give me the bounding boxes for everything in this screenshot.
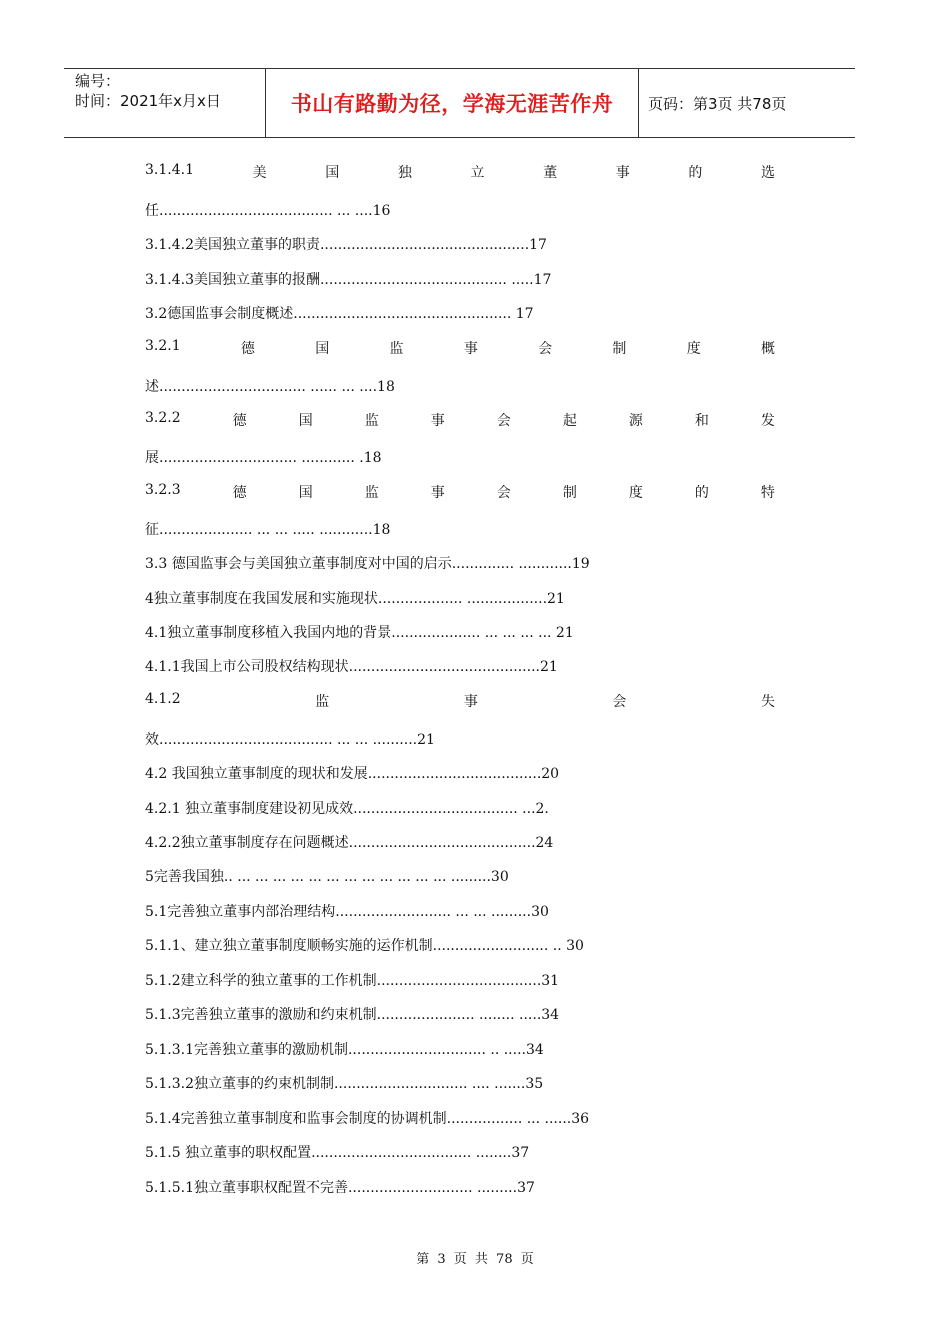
- toc-entry-word: 3.1.4.1: [145, 162, 194, 178]
- toc-entry: 4.2.1 独立董事制度建设初见成效..................................... ...2.: [145, 801, 549, 817]
- toc-entry-word: 的: [694, 485, 709, 501]
- toc-entry: [145, 691, 775, 711]
- toc-entry-word: 监: [315, 694, 330, 710]
- toc-entry-word: 监: [364, 485, 379, 501]
- toc-entry: 3.1.4.2美国独立董事的职责...............................................17: [145, 237, 547, 253]
- toc-entry-word: 国: [315, 341, 330, 357]
- toc-entry-word: 国: [325, 165, 340, 181]
- toc-entry-word: 事: [463, 341, 478, 357]
- toc-entry: [145, 482, 775, 502]
- toc-entry: 4.1独立董事制度移植入我国内地的背景.................... ... ... ... ... 21: [145, 625, 574, 641]
- toc-entry: 5完善我国独.. ... ... ... ... ... ... ... ... ... ... ... ... .........30: [145, 869, 509, 885]
- toc-entry: [145, 338, 775, 358]
- toc-entry-word: 发: [760, 413, 775, 429]
- toc-entry-word: 3.2.3: [145, 482, 181, 498]
- toc-entry: 5.1.1、建立独立董事制度顺畅实施的运作机制.......................... .. 30: [145, 938, 584, 954]
- toc-entry: 3.1.4.3美国独立董事的报酬.......................................... .....17: [145, 272, 552, 288]
- toc-entry: 5.1.4完善独立董事制度和监事会制度的协调机制................. ... ......36: [145, 1111, 590, 1127]
- toc-entry-word: 源: [628, 413, 643, 429]
- toc-entry-word: 会: [496, 485, 511, 501]
- toc-entry: 4独立董事制度在我国发展和实施现状................... ..................21: [145, 591, 565, 607]
- toc-entry-word: 立: [470, 165, 485, 181]
- page-footer: 第 3 页 共 78 页: [416, 1252, 534, 1267]
- doc-time-label: 时间：2021年x月x日: [75, 92, 221, 110]
- toc-entry: [145, 162, 775, 182]
- toc-entry-word: 起: [562, 413, 577, 429]
- toc-entry: 征..................... ... ... ..... ............18: [145, 522, 391, 538]
- header-page-label: 页码：第3页 共78页: [648, 94, 787, 113]
- header-motto: 书山有路勤为径，学海无涯苦作舟: [266, 69, 639, 137]
- toc-entry-word: 会: [538, 341, 553, 357]
- toc-entry-word: 会: [612, 694, 627, 710]
- toc-entry-word: 选: [760, 165, 775, 181]
- toc-entry-word: 会: [496, 413, 511, 429]
- toc-entry-word: 失: [761, 694, 775, 710]
- doc-code-label: 编号：: [75, 72, 121, 90]
- toc-entry-word: 监: [364, 413, 379, 429]
- toc-entry: 5.1.5 独立董事的职权配置.................................... ........37: [145, 1145, 530, 1161]
- toc-entry-word: 德: [232, 485, 247, 501]
- toc-entry: 3.2德国监事会制度概述................................................. 17: [145, 306, 534, 322]
- toc-entry-word: 国: [298, 413, 313, 429]
- toc-entry-word: 事: [615, 165, 630, 181]
- toc-entry: 展............................... ............ .18: [145, 450, 382, 466]
- toc-entry-word: 德: [240, 341, 255, 357]
- toc-entry-word: 制: [562, 485, 577, 501]
- page-header: [64, 68, 855, 138]
- toc-entry: 5.1.3.1完善独立董事的激励机制............................... .. .....34: [145, 1042, 544, 1058]
- toc-entry-word: 德: [232, 413, 247, 429]
- toc-entry: 4.2.2独立董事制度存在问题概述..........................................24: [145, 835, 554, 851]
- toc-entry: 5.1.5.1独立董事职权配置不完善............................ .........37: [145, 1180, 535, 1196]
- toc-entry: 述................................. ...... ... ....18: [145, 379, 395, 395]
- toc-entry: 4.2 我国独立董事制度的现状和发展.......................................20: [145, 766, 560, 782]
- toc-entry-word: 3.2.1: [145, 338, 181, 354]
- toc-entry-word: 3.2.2: [145, 410, 181, 426]
- toc-entry-word: 特: [760, 485, 775, 501]
- toc-entry: 5.1.3.2独立董事的约束机制制.............................. .... .......35: [145, 1076, 544, 1092]
- toc-entry: [145, 410, 775, 430]
- toc-entry-word: 度: [628, 485, 643, 501]
- toc-entry: 效....................................... ... ... ..........21: [145, 732, 435, 748]
- toc-entry-word: 事: [430, 485, 445, 501]
- toc-entry: 5.1.2建立科学的独立董事的工作机制.....................................31: [145, 973, 560, 989]
- toc-entry: 5.1.3完善独立董事的激励和约束机制...................... ........ .....34: [145, 1007, 560, 1023]
- toc-entry-word: 独: [397, 165, 412, 181]
- toc-entry: 5.1完善独立董事内部治理结构.......................... ... ... .........30: [145, 904, 549, 920]
- toc-entry-word: 事: [463, 694, 478, 710]
- header-meta: [64, 69, 266, 137]
- toc-entry-word: 美: [252, 165, 267, 181]
- toc-entry-word: 制: [612, 341, 627, 357]
- toc-entry: 4.1.1我国上市公司股权结构现状...........................................21: [145, 659, 558, 675]
- toc-entry-word: 的: [688, 165, 703, 181]
- toc-entry-word: 和: [694, 413, 709, 429]
- toc-entry-word: 事: [430, 413, 445, 429]
- toc-entry-word: 4.1.2: [145, 691, 181, 707]
- toc-entry-word: 度: [686, 341, 701, 357]
- toc-entry-word: 监: [389, 341, 404, 357]
- toc-entry-word: 国: [298, 485, 313, 501]
- toc-entry-word: 概: [761, 341, 775, 357]
- toc-entry-word: 董: [543, 165, 558, 181]
- toc-entry: 3.3 德国监事会与美国独立董事制度对中国的启示.............. ............19: [145, 556, 590, 572]
- toc-entry: 任....................................... ... ....16: [145, 203, 391, 219]
